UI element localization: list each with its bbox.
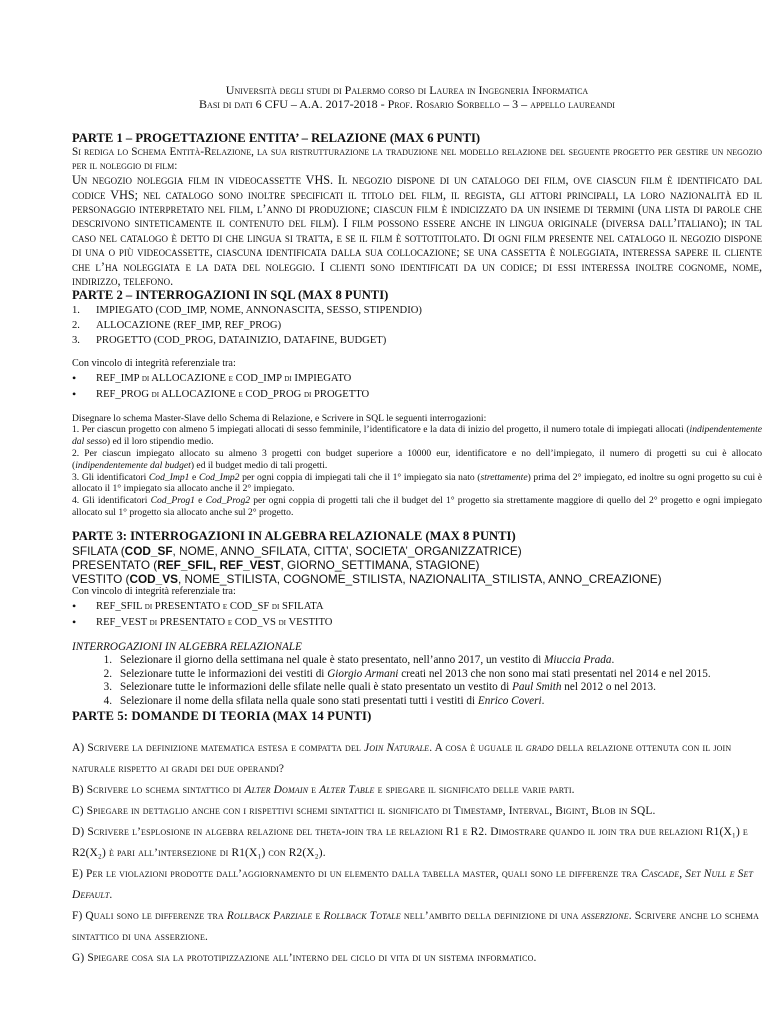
table-item-text: IMPIEGATO (COD_IMP, NOME, ANNONASCITA, SESSO, STIPENDIO)	[96, 305, 422, 317]
parte-1-intro: Si rediga lo Schema Entità-Relazione, la sua ristrutturazione la traduzione nel modello relazione del seguente progetto per gestire un negozio per il noleggio di film:	[72, 146, 762, 172]
question-text: F) Quali sono le differenze tra	[72, 909, 227, 922]
query-number: 3.	[103, 681, 112, 694]
vincolo-text: REF_PROG di ALLOCAZIONE e COD_PROG di PROGETTO	[96, 388, 370, 400]
parte-5-title: PARTE 5: DOMANDE DI TEORIA (MAX 14 PUNTI)	[72, 708, 372, 723]
algebra-query-4	[72, 695, 762, 709]
question-text: A) Scrivere la definizione matematica estesa e compatta del	[72, 741, 365, 754]
query-text: per ogni coppia di progetti tali che il budget del 1° progetto sia strettamente maggiore di quello del 2° progetto e ogni impiegato allocato sul 1° progetto sia allocato anche sul 2° progetto.	[72, 495, 763, 519]
query-text: Selezionare tutte le informazioni dei vestiti di	[120, 667, 328, 680]
table-name: SFILATA (	[72, 543, 125, 558]
question-text: . Scrivere anche lo schema sintattico di una asserzione.	[72, 909, 760, 943]
parte-2-vincolo-label: Con vincolo di integrità referenziale tra:	[72, 358, 236, 370]
teoria-question-a	[72, 738, 762, 780]
sql-query-3	[72, 472, 762, 496]
query-italic: Cod_Prog1	[150, 495, 195, 507]
vincolo-item	[72, 387, 762, 403]
sql-query-4	[72, 495, 762, 519]
query-number: 4.	[103, 695, 112, 707]
vincolo-item	[72, 599, 762, 615]
query-italic: Paul Smith	[512, 681, 562, 694]
query-text: 1. Per ciascun progetto con almeno 5 impiegati allocati di sesso femminile, l’identificatore e la data di inizio del progetto, il numero totale di impiegati allocati (	[72, 424, 690, 436]
table-name: PRESENTATO (	[72, 558, 158, 573]
query-text: .	[611, 654, 615, 667]
teoria-question-c: C) Spiegare in dettaglio anche con i rispettivi schemi sintattici il significato di Timestamp, Interval, Bigint, Blob in SQL.	[72, 804, 656, 817]
table-attributes: , NOME_STILISTA, COGNOME_STILISTA, NAZIONALITA_STILISTA, ANNO_CREAZIONE)	[177, 572, 662, 587]
question-italic: Cascade, Set Null e Set Default	[72, 867, 754, 901]
teoria-question-g: G) Spiegare cosa sia la prototipizzazione all’interno del ciclo di vita di un sistema informatico.	[72, 951, 537, 964]
table-item-text: PROGETTO (COD_PROG, DATAINIZIO, DATAFINE, BUDGET)	[96, 335, 387, 347]
algebra-query-2	[72, 668, 762, 682]
query-italic: Cod_Prog2	[205, 495, 251, 507]
query-text: 3. Gli identificatori	[72, 471, 149, 483]
table-attributes: , GIORNO_SETTIMANA, STAGIONE)	[280, 558, 480, 573]
parte-1	[72, 131, 762, 288]
query-text: .	[541, 695, 545, 707]
question-text: B) Scrivere lo schema sintattico di	[72, 783, 245, 796]
header-line-2: Basi di dati 6 CFU – A.A. 2017-2018 - Prof. Rosario Sorbello – 3 – appello laureandi	[199, 97, 615, 111]
sql-query-1	[72, 424, 762, 448]
query-text: 4. Gli identificatori	[72, 495, 151, 507]
question-italic: Join Naturale	[364, 741, 430, 754]
parte-2-tables	[72, 303, 762, 348]
bullet-icon	[72, 371, 96, 387]
parte-3-vincoli	[72, 599, 762, 631]
question-text: nell’ambito della definizione di una	[400, 909, 582, 922]
query-italic: Enrico Coveri	[477, 695, 542, 707]
query-italic: indipendentemente dal sesso	[72, 424, 762, 448]
question-text: e	[312, 909, 324, 922]
table-name: VESTITO (	[72, 572, 130, 587]
question-text: e spiegare il significato delle varie parti.	[374, 783, 575, 796]
parte-2-vincoli	[72, 371, 762, 403]
table-item	[72, 333, 762, 348]
table-vestito	[72, 572, 762, 586]
table-item-number: 3.	[72, 335, 80, 347]
table-item	[72, 318, 762, 333]
query-text: Selezionare il giorno della settimana nel quale è stato presentato, nell’anno 2017, un vestito di	[120, 654, 545, 667]
table-item	[72, 303, 762, 318]
query-italic: indipendentemente dal budget	[75, 459, 191, 471]
algebra-query-1	[72, 654, 762, 668]
query-text: nel 2012 o nel 2013.	[561, 681, 656, 694]
parte-5	[72, 709, 762, 969]
query-italic: Cod_Imp1	[148, 471, 190, 483]
teoria-question-d: D) Scrivere l’esplosione in algebra relazione del theta-join tra le relazioni R1 e R2. Dimostrare quando il join tra due relazioni R1(X₁) e R2(X₂) è pari all’intersezione di R1(X₁) con R2(X₂).	[72, 825, 748, 859]
parte-1-title: PARTE 1 – PROGETTAZIONE ENTITA’ – RELAZIONE (MAX 6 PUNTI)	[72, 131, 481, 145]
table-item-number: 1.	[72, 305, 80, 317]
teoria-question-e	[72, 864, 762, 906]
question-text: E) Per le violazioni prodotte dall’aggiornamento di un elemento dalla tabella master, quali sono le differenze tra	[72, 867, 641, 880]
query-text: e	[189, 471, 199, 483]
query-text: per ogni coppia di impiegati tali che il 1° impiegato sia nato (	[239, 471, 481, 483]
bullet-icon	[72, 599, 96, 615]
query-italic: Miuccia Prada	[544, 654, 612, 667]
query-italic: Cod_Imp2	[198, 471, 240, 483]
bullet-icon	[72, 615, 96, 631]
query-text: ) ed il budget medio di tali progetti.	[190, 459, 328, 471]
table-attributes: , NOME, ANNO_SFILATA, CITTA’, SOCIETA’_ORGANIZZATRICE)	[172, 543, 522, 558]
question-italic: Alter Domain	[244, 783, 309, 796]
parte-1-text: Un negozio noleggia film in videocassette VHS. Il negozio dispone di un catalogo dei film, ove ciascun film è identificato dal codice VHS; nel catalogo sono inoltre specificati il titolo del film, il regista, gli attori principali, la loro nazionalità ed il personaggio interpretato nel film, l’anno di produzione; ciascun film è indicizzato da un insieme di termini (una lista di parole che descrivono sinteticamente il contenuto del film). I film possono essere anche in lingua originale (diversa dall’italiano); in tal caso nel catalogo è detto di che lingua si tratta, e se il film è sottotitolato. Di ogni film presente nel catalogo il negozio dispone di una o più videocassette, ciascuna identificata dalla sua collocazione; se una cassetta è noleggiata, interessa sapere il cliente che l’ha noleggiata e la data del noleggio. I clienti sono identificati da un codice; di essi interessa inoltre cognome, nome, indirizzo, telefono.	[72, 173, 762, 289]
vincolo-text: REF_IMP di ALLOCAZIONE e COD_IMP di IMPIEGATO	[96, 372, 352, 384]
query-text: 2. Per ciascun impiegato allocato su almeno 3 progetti con budget superiore a 10000 eur, identificatore e no dell’impiegato, il numero di progetti su cui è allocato (	[72, 448, 762, 471]
parte-3-subtitle: INTERROGAZIONI IN ALGEBRA RELAZIONALE	[72, 640, 302, 653]
query-text: Selezionare il nome della sfilata nella quale sono stati presentati tutti i vestiti di	[120, 695, 478, 707]
vincolo-item	[72, 615, 762, 631]
question-italic: Rollback Totale	[323, 909, 401, 922]
table-key: REF_SFIL, REF_VEST	[157, 558, 281, 573]
algebra-query-3	[72, 681, 762, 695]
query-number: 2.	[103, 667, 112, 680]
exam-header	[72, 83, 762, 111]
table-sfilata	[72, 544, 762, 558]
table-item-number: 2.	[72, 320, 80, 332]
vincolo-item	[72, 371, 762, 387]
table-item-text: ALLOCAZIONE (REF_IMP, REF_PROG)	[96, 320, 282, 332]
parte-2-title: PARTE 2 – INTERROGAZIONI IN SQL (MAX 8 PUNTI)	[72, 288, 389, 303]
table-key: COD_SF	[124, 543, 173, 558]
vincolo-text: REF_VEST di PRESENTATO e COD_VS di VESTITO	[96, 616, 333, 628]
question-italic: Alter Table	[319, 783, 375, 796]
bullet-icon	[72, 387, 96, 403]
header-line-1: Università degli studi di Palermo corso di Laurea in Ingegneria Informatica	[225, 83, 589, 97]
query-italic: strettamente	[480, 471, 528, 483]
query-text: ) ed il loro stipendio medio.	[106, 436, 214, 448]
question-text: . A cosa è uguale il	[429, 741, 526, 754]
query-italic: Giorgio Armani	[327, 667, 399, 680]
teoria-question-b	[72, 780, 762, 801]
exam-page	[72, 0, 762, 969]
table-key: COD_VS	[129, 572, 178, 587]
question-text: .	[109, 888, 113, 901]
query-number: 1.	[103, 654, 112, 667]
question-text: e	[308, 783, 320, 796]
table-presentato	[72, 558, 762, 572]
question-italic: asserzione	[581, 909, 629, 922]
question-italic: Rollback Parziale	[226, 909, 313, 922]
parte-2-consegna: Disegnare lo schema Master-Slave dello Schema di Relazione, e Scrivere in SQL le seguenti interrogazioni:	[72, 412, 487, 424]
sql-query-2	[72, 448, 762, 472]
query-text: Selezionare tutte le informazioni delle sfilate nelle quali è stato presentato un vestito di	[120, 681, 513, 694]
parte-3	[72, 529, 762, 709]
parte-3-title: PARTE 3: INTERROGAZIONI IN ALGEBRA RELAZIONALE (MAX 8 PUNTI)	[72, 528, 516, 543]
query-text: e	[194, 495, 206, 507]
question-text: della relazione ottenuta con il join naturale rispetto ai gradi dei due operandi?	[72, 741, 732, 775]
query-text: creati nel 2013 che non sono mai stati presentati nel 2014 e nel 2015.	[398, 667, 711, 680]
teoria-question-f	[72, 906, 762, 948]
query-text: ) prima del 2° impiegato, ed inoltre su ogni progetto su cui è allocato il 1° impiegato sia allocato anche il 2° impiegato.	[72, 471, 763, 495]
question-italic: grado	[525, 741, 554, 754]
vincolo-text: REF_SFIL di PRESENTATO e COD_SF di SFILATA	[96, 600, 324, 612]
parte-3-vincolo-label: Con vincolo di integrità referenziale tra:	[72, 586, 236, 598]
parte-2	[72, 288, 762, 518]
